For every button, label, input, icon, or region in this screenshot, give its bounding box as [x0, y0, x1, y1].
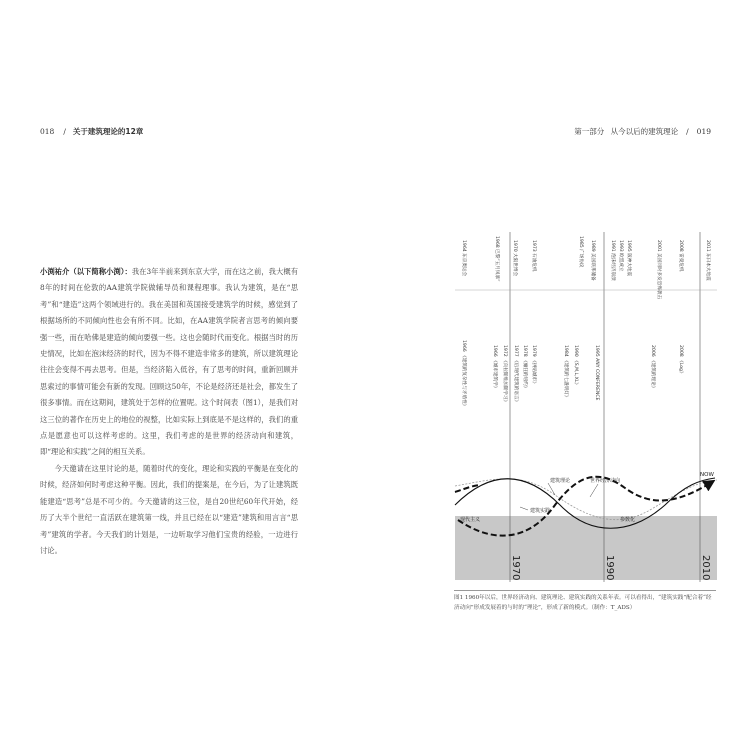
event-entry: 1964 东京奥运会: [461, 240, 466, 277]
event-entry: 1995 阪神大地震: [626, 240, 631, 277]
header-slash: /: [686, 127, 689, 136]
economy-curve: [455, 479, 717, 520]
event-entry: 1991 泡沫经济崩溃: [610, 240, 615, 281]
practice-label: 建筑实践: [530, 508, 551, 514]
theory-entry: 1979 《拼贴城市》: [531, 345, 536, 386]
band-label-modernism: 现代主义: [460, 517, 481, 523]
event-entry: 1970 大阪世博会: [512, 240, 517, 277]
left-page-number: 018: [40, 127, 55, 136]
caption-rule: [454, 590, 716, 591]
event-entry: 1993 欧盟成立: [618, 240, 623, 272]
theory-entry: 1972 《向拉斯维加斯学习》: [502, 345, 507, 405]
theory-entry: 2006 《建筑的理论》: [650, 345, 655, 391]
year-label: 2010: [700, 555, 711, 581]
theory-entry: 2008 《Log》: [678, 345, 683, 376]
event-entry: 2001 美国同时多发恐怖袭击: [656, 240, 661, 300]
event-entry: 1973 石油危机: [531, 240, 536, 272]
theory-entry: 1990 《S,M,L,XL》: [573, 345, 578, 387]
right-page-number: 019: [696, 127, 711, 136]
paragraph-2-text: 今天邀请在这里讨论的是，随着时代的变化，理论和实践的平衡是在变化的时候，经济如何时考虑这种平衡。因此，我们的提案是，在今后，为了让建筑既能建造“思考”总是不可少的。今天邀请的这三位，是自20世纪60年代开始，经历了大半个世纪一直活跃在建筑第一线，并且已经在以“建造”建筑和用言言“思考”建筑的学者。今天我们的计划是，一边听取学习他们宝贵的经验，一边进行讨论。: [40, 463, 298, 555]
band-label-parametric: 参数化: [620, 517, 636, 523]
theory-entry: 1984 《建筑的七盏明灯》: [563, 345, 568, 400]
event-entry: 1985 广场协议: [578, 236, 583, 268]
speaker-lead: 小渕祐介（以下简称小渕）：: [40, 267, 132, 276]
part-title: 从今以后的建筑理论: [610, 127, 679, 136]
event-entry: 1989 美国联邦储备: [590, 240, 595, 281]
part-label: 第一部分: [574, 127, 605, 136]
leader-line: [520, 507, 528, 510]
event-entry: 2011 东日本大地震: [705, 240, 710, 281]
running-title: 关于建筑理论的12章: [72, 127, 144, 136]
theory-entry: 1966 《建筑的复杂性与矛盾性》: [461, 340, 466, 409]
year-label: 1970: [510, 555, 521, 581]
event-entry: 2008 雷曼危机: [678, 240, 683, 272]
leader-line: [548, 483, 555, 495]
header-slash: /: [63, 127, 66, 136]
theory-entries: [461, 340, 684, 408]
theory-label: 建筑理论: [550, 478, 571, 484]
year-label: 1990: [604, 555, 615, 581]
theory-entry: 1966 《城市建筑学》: [492, 345, 497, 391]
theory-entry: 1995 ANY CONFERENCE: [594, 345, 599, 401]
theory-entry: 1978 《癫狂的纽约》: [522, 345, 527, 391]
gray-band: [455, 516, 717, 580]
economy-label: 世界经济动向: [590, 478, 621, 484]
leader-line: [590, 484, 598, 497]
now-label: NOW: [700, 472, 714, 478]
paragraph-1-text: 我在3年半前来到东京大学，而在这之前，我大概有8年的时间在伦敦的AA建筑学院做辅导员和课程理事。我认为建筑，是在“思考”和“建造”这两个领域进行的。我在美国和英国接受建筑学的时候，感觉到了根据场所的不同倾向性也会有所不同。比如，在AA建筑学院者言思考的倾向要强一些，而在哈佛是建造的倾向要强一些。这也会随时代而变化。根据当时的历史情况，比如在泡沫经济的时代，因为不得不建造非常多的建筑，所以建筑理论往往会变得不再去思考。但是，当经济陷入低谷，有了思考的时间，重新回顾并思索过的事情可能会有新的发现。回顾这50年，不论是经济还是社会，都发生了很多事情。而在这期间，建筑处于怎样的位置呢。这个时间表（图1），是我们对这三位的著作在历史上的地位的视整，比如实际上到底是不是这样的，我们的重点是愿意也可以这样考虑的。这里，我们考虑的是世界的经济动向和建筑，即“理论和实践”之间的相互关系。: [40, 267, 298, 457]
theory-entry: 1977 《后现代建筑的语言》: [513, 345, 518, 405]
figure-caption: 图1 1960年以后，世界经济动向、建筑理论、建筑实践的关系年表。可以看得出，“建筑实践”配合着“经济动向”形成发展着的与时的“理论”，形成了新的模式。（制作：T_ADS）: [454, 595, 712, 611]
event-entry: 1968 巴黎“五月风暴”: [494, 236, 499, 282]
